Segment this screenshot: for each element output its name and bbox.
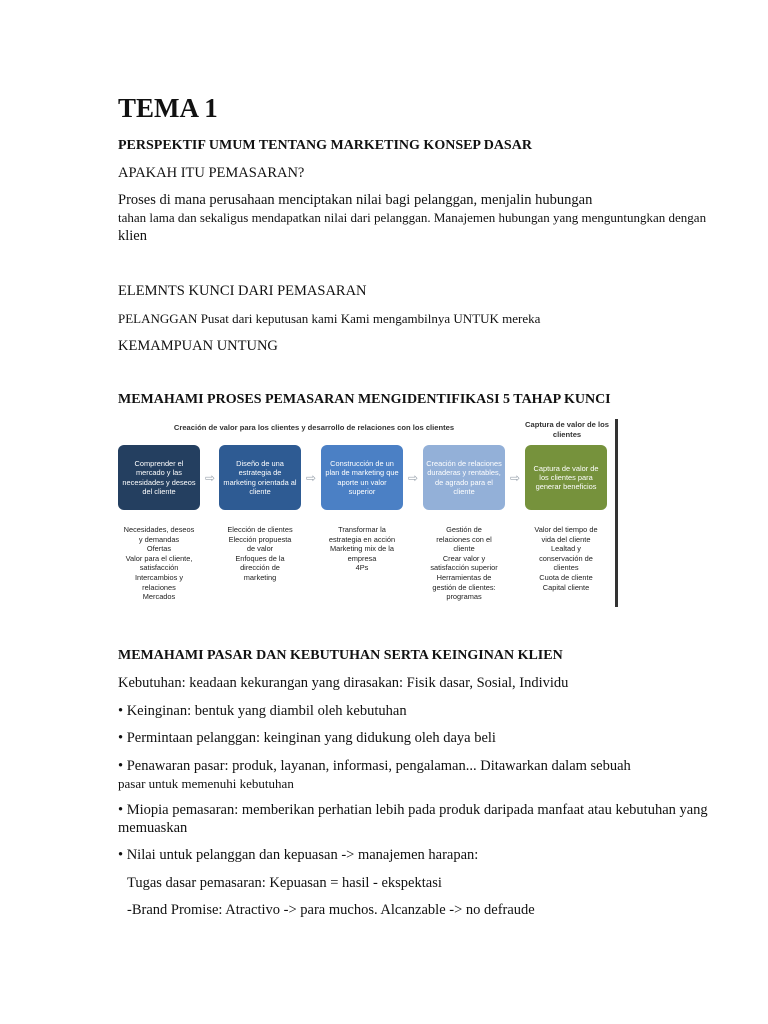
process-heading: MEMAHAMI PROSES PEMASARAN MENGIDENTIFIKASI 5 TAHAP KUNCI xyxy=(118,392,611,407)
definition-line-1: Proses di mana perusahaan menciptakan nilai bagi pelanggan, menjalin hubungan xyxy=(118,192,593,208)
doc-title: TEMA 1 xyxy=(118,93,218,123)
elements-heading: ELEMNTS KUNCI DARI PEMASARAN xyxy=(118,283,367,299)
stage-3-box: Construcción de un plan de marketing que aporte un valor superior xyxy=(321,445,403,510)
tugas-line: Tugas dasar pemasaran: Kepuasan = hasil - ekspektasi xyxy=(127,875,442,891)
pelanggan-line: PELANGGAN Pusat dari keputusan kami Kami mengambilnya UNTUK mereka xyxy=(118,311,541,326)
penawaran-line-1: • Penawaran pasar: produk, layanan, informasi, pengalaman... Ditawarkan dalam sebuah xyxy=(118,758,631,774)
arrow-right-icon: ⇨ xyxy=(407,471,419,485)
permintaan-line: • Permintaan pelanggan: keinginan yang didukung oleh daya beli xyxy=(118,730,496,746)
diagram-title-side: Captura de valor de los clientes xyxy=(525,420,609,439)
question-heading: APAKAH ITU PEMASARAN? xyxy=(118,165,305,181)
doc-subtitle: PERSPEKTIF UMUM TENTANG MARKETING KONSEP DASAR xyxy=(118,138,532,153)
diagram-title-main: Creación de valor para los clientes y desarrollo de relaciones con los clientes xyxy=(173,423,455,432)
stage-5-box: Captura de valor de los clientes para generar beneficios xyxy=(525,445,607,510)
miopia-line-2: memuaskan xyxy=(118,820,188,836)
market-heading: MEMAHAMI PASAR DAN KEBUTUHAN SERTA KEINGINAN KLIEN xyxy=(118,648,563,663)
kebutuhan-line: Kebutuhan: keadaan kekurangan yang dirasakan: Fisik dasar, Sosial, Individu xyxy=(118,675,569,691)
definition-line-3: klien xyxy=(118,228,147,244)
stage-3-description: Transformar la estrategia en acción Marketing mix de la empresa 4Ps xyxy=(328,525,396,573)
stage-2-description: Elección de clientes Elección propuesta de valor Enfoques de la dirección de marketing xyxy=(227,525,293,582)
nilai-line: • Nilai untuk pelanggan dan kepuasan -> manajemen harapan: xyxy=(118,847,479,863)
stage-1-box: Comprender el mercado y las necesidades y deseos del cliente xyxy=(118,445,200,510)
stage-1-description: Necesidades, deseos y demandas Ofertas Valor para el cliente, satisfacción Intercambios y relaciones Mercados xyxy=(123,525,195,602)
definition-line-2: tahan lama dan sekaligus mendapatkan nilai dari pelanggan. Manajemen hubungan yang menguntungkan dengan xyxy=(118,210,707,225)
kemampuan-line: KEMAMPUAN UNTUNG xyxy=(118,338,278,354)
arrow-right-icon: ⇨ xyxy=(305,471,317,485)
miopia-line-1: • Miopia pemasaran: memberikan perhatian lebih pada produk daripada manfaat atau kebutuhan yang xyxy=(118,802,708,818)
marketing-process-diagram xyxy=(118,417,618,609)
stage-2-box: Diseño de una estrategia de marketing orientada al cliente xyxy=(219,445,301,510)
stage-4-box: Creación de relaciones duraderas y rentables, de agrado para el cliente xyxy=(423,445,505,510)
arrow-right-icon: ⇨ xyxy=(204,471,216,485)
stage-5-description: Valor del tiempo de vida del cliente Lealtad y conservación de clientes Cuota de cliente Capital cliente xyxy=(534,525,598,592)
brand-line: -Brand Promise: Atractivo -> para muchos. Alcanzable -> no defraude xyxy=(127,902,535,918)
arrow-right-icon: ⇨ xyxy=(509,471,521,485)
diagram-divider xyxy=(615,419,618,607)
stage-4-description: Gestión de relaciones con el cliente Crear valor y satisfacción superior Herramientas de gestión de clientes: programas xyxy=(430,525,498,602)
penawaran-line-2: pasar untuk memenuhi kebutuhan xyxy=(118,776,294,791)
keinginan-line: • Keinginan: bentuk yang diambil oleh kebutuhan xyxy=(118,703,407,719)
